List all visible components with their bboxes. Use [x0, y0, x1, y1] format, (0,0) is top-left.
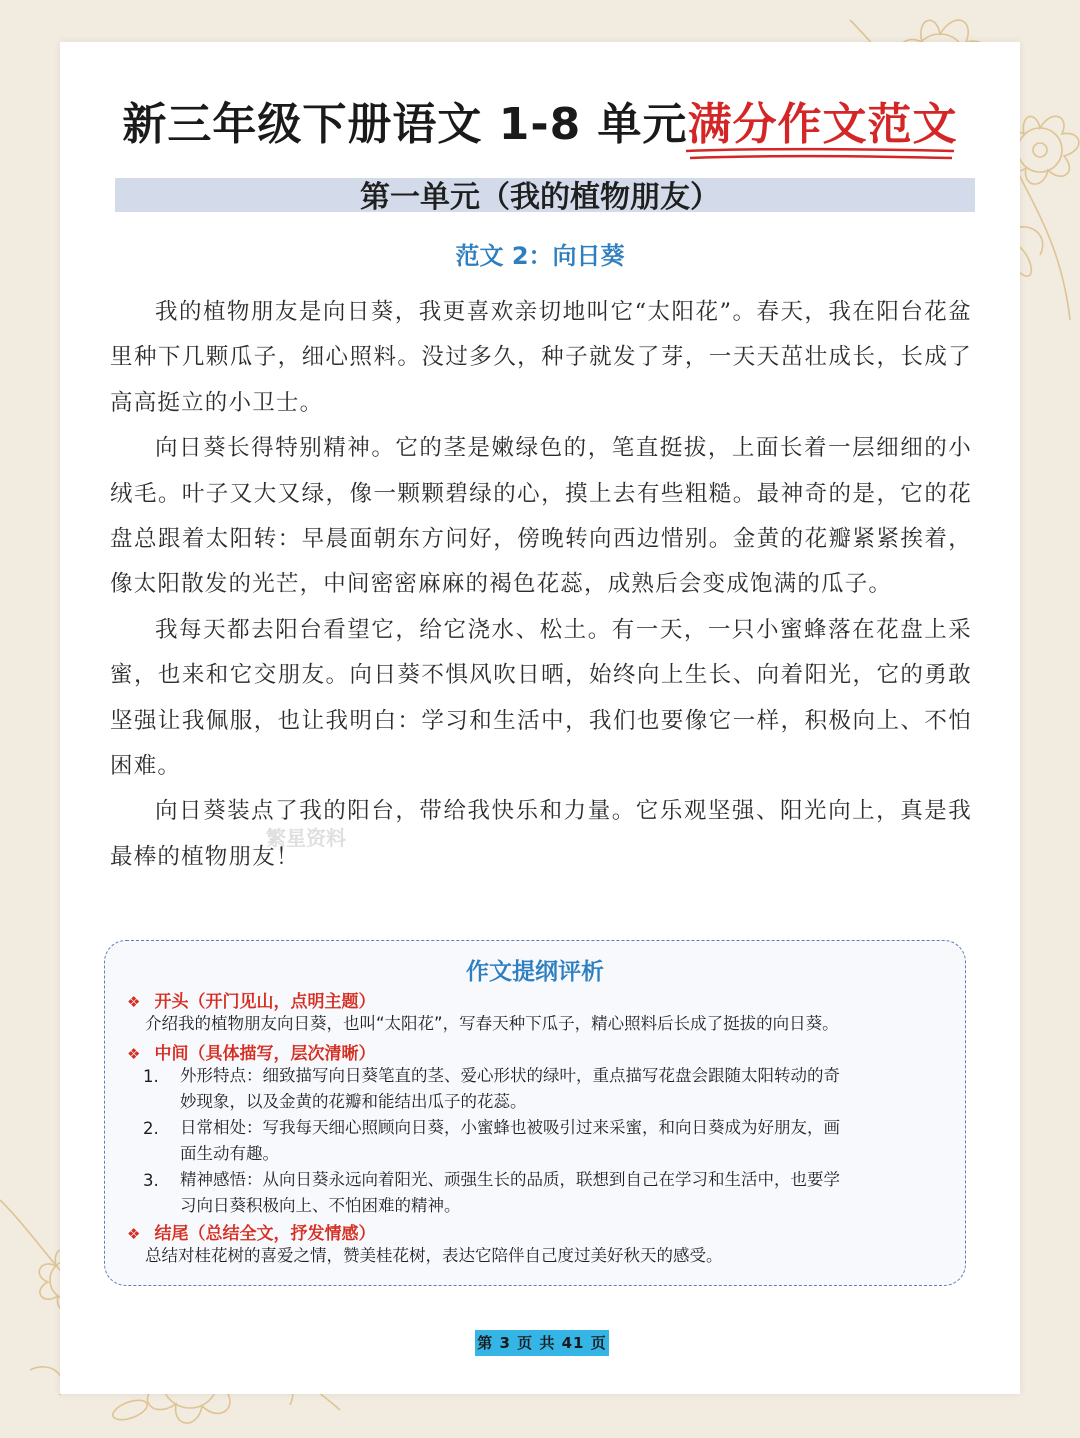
page-title: [0, 88, 1080, 152]
outline-item-line: 面生动有趣。: [180, 1144, 279, 1163]
outline-title: 作文提纲评析: [466, 959, 604, 985]
outline-item-line: 精神感悟：从向日葵永远向着阳光、顽强生长的品质，联想到自己在学习和生活中，也要学: [180, 1170, 840, 1189]
diamond-bullet-icon: ❖: [127, 1045, 141, 1063]
essay-paragraph: 向日葵装点了我的阳台，带给我快乐和力量。它乐观坚强、阳光向上，真是我最棒的植物朋友！: [110, 798, 972, 870]
essay-paragraph: 我每天都去阳台看望它，给它浇水、松土。有一天，一只小蜜蜂落在花盘上采蜜，也来和它交朋友。向日葵不惧风吹日晒，始终向上生长、向着阳光，它的勇敢坚强让我佩服，也让我明白：学习和生活中，我们也要像它一样，积极向上、不怕困难。: [110, 616, 972, 780]
unit-title: 第一单元（我的植物朋友）: [360, 180, 720, 215]
outline-middle-label: ❖ 中间（具体描写，层次清晰）: [127, 1044, 376, 1064]
essay-title: 范文 2：向日葵: [455, 242, 625, 270]
title-main: 新三年级下册语文 1-8 单元: [122, 99, 688, 150]
red-underline-icon: [684, 146, 956, 162]
diamond-bullet-icon: ❖: [127, 1225, 141, 1243]
outline-item-number: 1.: [143, 1067, 159, 1086]
outline-item-number: 2.: [143, 1119, 159, 1138]
essay-paragraph: 向日葵长得特别精神。它的茎是嫩绿色的，笔直挺拔，上面长着一层细细的小绒毛。叶子又大又绿，像一颗颗碧绿的心，摸上去有些粗糙。最神奇的是，它的花盘总跟着太阳转：早晨面朝东方问好，傍晚转向西边惜别。金黄的花瓣紧紧挨着，像太阳散发的光芒，中间密密麻麻的褐色花蕊，成熟后会变成饱满的瓜子。: [110, 435, 972, 598]
page-number-badge: 第 3 页 共 41 页: [475, 1330, 609, 1356]
outline-box: [104, 940, 966, 1286]
watermark: 繁星资料: [266, 826, 346, 850]
essay-body: [110, 290, 972, 880]
outline-item-line: 妙现象，以及金黄的花瓣和能结出瓜子的花蕊。: [180, 1092, 527, 1111]
title-highlight: 满分作文范文: [688, 88, 958, 152]
diamond-bullet-icon: ❖: [127, 993, 141, 1011]
outline-opening-label: ❖ 开头（开门见山，点明主题）: [127, 992, 376, 1012]
outline-item-line: 日常相处：写我每天细心照顾向日葵，小蜜蜂也被吸引过来采蜜，和向日葵成为好朋友，画: [180, 1118, 840, 1137]
essay-paragraph: 我的植物朋友是向日葵，我更喜欢亲切地叫它“太阳花”。春天，我在阳台花盆里种下几颗瓜子，细心照料。没过多久，种子就发了芽，一天天茁壮成长，长成了高高挺立的小卫士。: [110, 299, 972, 416]
outline-item-line: 习向日葵积极向上、不怕困难的精神。: [180, 1196, 461, 1215]
outline-item-line: 外形特点：细致描写向日葵笔直的茎、爱心形状的绿叶，重点描写花盘会跟随太阳转动的奇: [180, 1066, 840, 1085]
outline-ending-text: 总结对桂花树的喜爱之情，赞美桂花树，表达它陪伴自己度过美好秋天的感受。: [145, 1246, 723, 1265]
outline-item-number: 3.: [143, 1171, 159, 1190]
outline-opening-text: 介绍我的植物朋友向日葵，也叫“太阳花”，写春天种下瓜子，精心照料后长成了挺拔的向日葵。: [145, 1014, 839, 1033]
outline-ending-label: ❖ 结尾（总结全文，抒发情感）: [127, 1224, 376, 1244]
